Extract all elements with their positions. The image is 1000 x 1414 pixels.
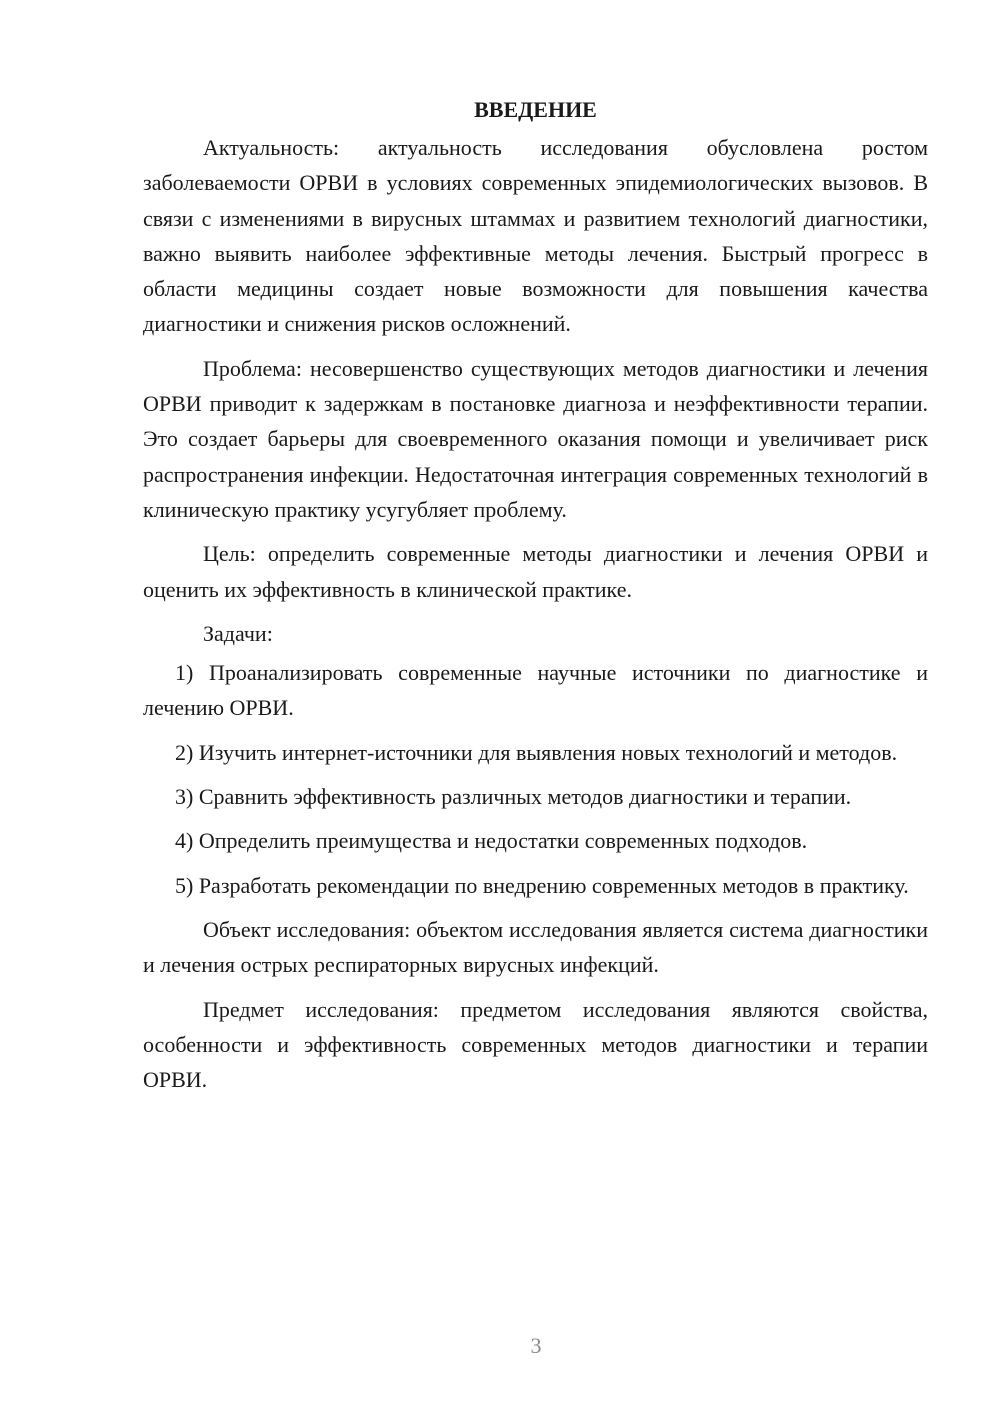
task-item: 3) Сравнить эффективность различных методов диагностики и терапии. xyxy=(175,784,852,810)
page-number: 3 xyxy=(530,1333,542,1358)
subject-paragraph: Предмет исследования: предметом исследования являются свойства, особенности и эффективность современных методов диагностики и терапии ОРВИ. xyxy=(143,996,928,1093)
section-heading: ВВЕДЕНИЕ xyxy=(474,97,597,122)
task-item: 2) Изучить интернет-источники для выявления новых технологий и методов. xyxy=(175,739,898,765)
object-paragraph: Объект исследования: объектом исследования является система диагностики и лечения острых респираторных вирусных инфекций. xyxy=(143,916,928,978)
tasks-label: Задачи: xyxy=(203,620,273,646)
relevance-paragraph: Актуальность: актуальность исследования обусловлена ростом заболеваемости ОРВИ в условиях современных эпидемиологических вызовов. В связи с изменениями в вирусных штаммах и развитием технологий диагностики, важно выявить наиболее эффективные методы лечения. Быстрый прогресс в области медицины создает новые возможности для повышения качества диагностики и снижения рисков осложнений. xyxy=(143,135,928,337)
goal-paragraph: Цель: определить современные методы диагностики и лечения ОРВИ и оценить их эффективность в клинической практике. xyxy=(143,541,928,602)
tasks-list xyxy=(143,655,928,903)
task-item: 4) Определить преимущества и недостатки современных подходов. xyxy=(175,828,808,854)
document-page xyxy=(143,92,928,1106)
task-item: 1) Проанализировать современные научные источники по диагностике и лечению ОРВИ. xyxy=(143,660,928,721)
task-item: 5) Разработать рекомендации по внедрению современных методов в практику. xyxy=(175,872,909,898)
problem-paragraph: Проблема: несовершенство существующих методов диагностики и лечения ОРВИ приводит к задержкам в постановке диагноза и неэффективности терапии. Это создает барьеры для своевременного оказания помощи и увеличивает риск распространения инфекции. Недостаточная интеграция современных технологий в клиническую практику усугубляет проблему. xyxy=(143,355,928,522)
